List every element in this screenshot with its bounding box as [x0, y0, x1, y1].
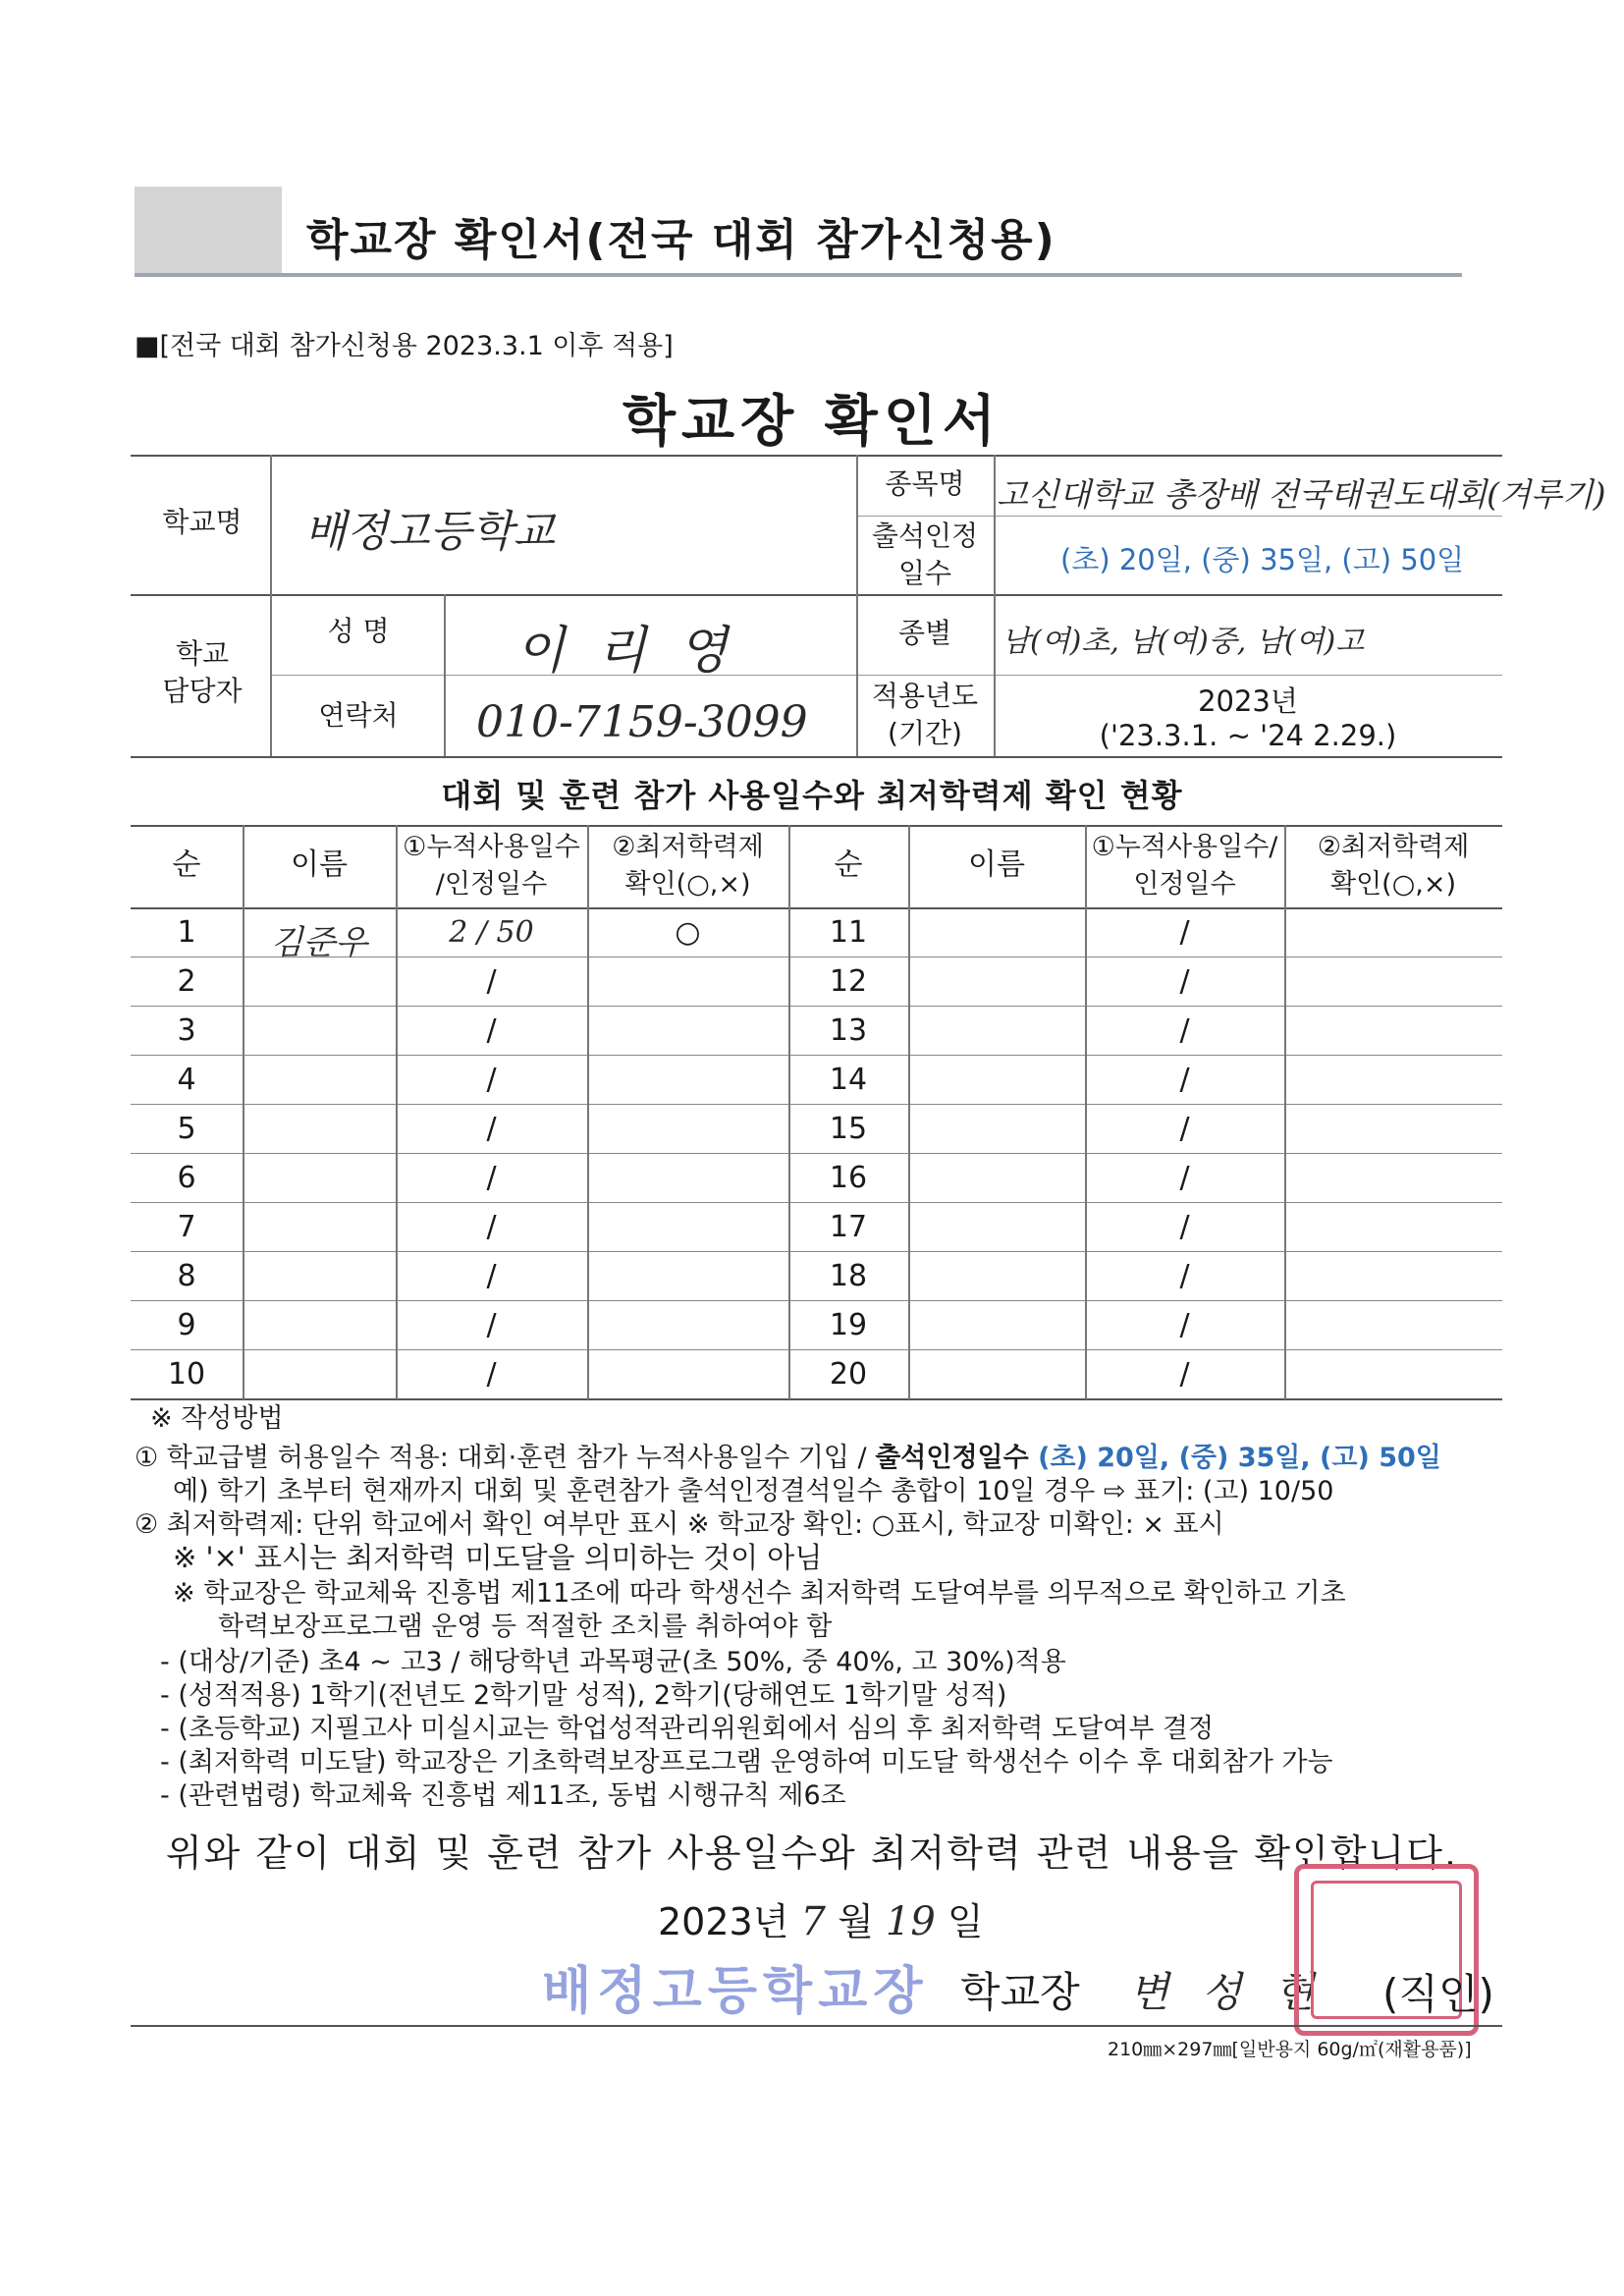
status-title: 대회 및 훈련 참가 사용일수와 최저학력제 확인 현황: [441, 777, 1183, 814]
note-1-example: 예) 학기 초부터 현재까지 대회 및 훈련참가 출석인정결석일수 총합이 10일 경우 ⇨ 표기: (고) 10/50: [173, 1476, 1334, 1506]
application-note: ■[전국 대회 참가신청용 2023.3.1 이후 적용]: [135, 331, 674, 361]
table-left-row-5-days: /: [486, 1112, 497, 1146]
table-left-row-8-no: 8: [177, 1259, 196, 1293]
seal-label: (직인): [1382, 1970, 1494, 2018]
note-2-b1: ※ 학교장은 학교체육 진흥법 제11조에 따라 학생선수 최저학력 도달여부를 의무적으로 확인하고 기초: [173, 1578, 1346, 1609]
date-day-label: 일: [947, 1900, 984, 1943]
table-left-row-7-days: /: [486, 1210, 497, 1244]
principal-label: 학교장: [960, 1968, 1080, 2016]
table-right-row-1-no: 11: [829, 915, 868, 950]
date-month-label: 월: [838, 1900, 874, 1943]
table-row-rule: [131, 1202, 1502, 1203]
year-label: 적용년도 (기간): [871, 680, 979, 749]
table-right-row-5-no: 15: [829, 1112, 868, 1146]
period-value: ('23.3.1. ~ '24 2.29.): [1099, 719, 1397, 752]
table-vline-1: [243, 825, 244, 1399]
table-left-row-3-days: /: [486, 1013, 497, 1048]
table-row-rule: [131, 1104, 1502, 1105]
table-right-row-8-no: 18: [829, 1259, 868, 1293]
th-name-right: 이름: [968, 847, 1025, 882]
note-detail-2: - (성적적용) 1학기(전년도 2학기말 성적), 2학기(당해연도 1학기말 성적): [160, 1680, 1007, 1711]
table-right-row-3-no: 13: [829, 1013, 868, 1048]
th-name-left: 이름: [291, 847, 348, 882]
table-left-row-5-no: 5: [177, 1112, 196, 1146]
table-left-row-6-days: /: [486, 1161, 497, 1195]
table-left-row-9-no: 9: [177, 1308, 196, 1342]
th-check-right: ②최저학력제 확인(○,×): [1317, 832, 1470, 900]
info-rule-mid: [131, 594, 1502, 596]
th-check-left: ②최저학력제 확인(○,×): [612, 832, 764, 900]
table-row-rule: [131, 1398, 1502, 1400]
info-vline-1: [270, 455, 272, 756]
table-left-row-10-days: /: [486, 1357, 497, 1392]
table-row-rule: [131, 1055, 1502, 1056]
table-left-row-4-days: /: [486, 1063, 497, 1097]
footer-note: 210㎜×297㎜[일반용지 60g/㎡(재활용품)]: [1108, 2039, 1472, 2060]
table-vline-3: [587, 825, 589, 1399]
notes-heading: ※ 작성방법: [150, 1403, 284, 1434]
note-1: [135, 1442, 1441, 1474]
contact-label: 연락처: [318, 699, 399, 732]
table-right-row-7-no: 17: [829, 1210, 868, 1244]
contact-value: 010-7159-3099: [476, 697, 808, 747]
table-row-rule: [131, 1251, 1502, 1252]
table-right-row-10-days: /: [1179, 1357, 1190, 1392]
event-label: 종목명: [885, 467, 965, 500]
name-value: 이 리 영: [515, 622, 735, 681]
table-right-row-7-days: /: [1179, 1210, 1190, 1244]
note-1-bold: 출석인정일수: [875, 1443, 1029, 1473]
table-left-row-7-no: 7: [177, 1210, 196, 1244]
name-label: 성 명: [327, 615, 390, 647]
staff-label: 학교 담당자: [162, 637, 243, 707]
table-left-row-1-name: 김준우: [270, 923, 368, 962]
table-left-row-3-no: 3: [177, 1013, 196, 1048]
th-days-left: ①누적사용일수 /인정일수: [403, 832, 580, 900]
info-rule-bottom: [131, 756, 1502, 758]
school-stamp: 배정고등학교장: [542, 1962, 929, 2021]
table-left-row-2-no: 2: [177, 964, 196, 999]
gender-value: 남(여)초, 남(여)중, 남(여)고: [1001, 625, 1365, 659]
table-left-row-8-days: /: [486, 1259, 497, 1293]
table-right-row-4-no: 14: [829, 1063, 868, 1097]
table-left-row-6-no: 6: [177, 1161, 196, 1195]
table-right-row-9-no: 19: [829, 1308, 868, 1342]
note-2-b2: 학력보장프로그램 운영 등 적절한 조치를 취하여야 함: [218, 1612, 833, 1642]
table-right-row-4-days: /: [1179, 1063, 1190, 1097]
school-value: 배정고등학교: [304, 507, 556, 557]
event-value: 고신대학교 총장배 전국태권도대회(겨루기): [997, 475, 1606, 514]
th-days-right: ①누적사용일수/ 인정일수: [1091, 832, 1278, 900]
date-month: 7: [800, 1899, 826, 1944]
note-detail-3: - (초등학교) 지필고사 미실시교는 학업성적관리위원회에서 심의 후 최저학력 도달여부 결정: [160, 1714, 1215, 1744]
date-line: [658, 1891, 984, 1945]
table-left-row-10-no: 10: [167, 1357, 206, 1392]
confirmation-text: 위와 같이 대회 및 훈련 참가 사용일수와 최저학력 관련 내용을 확인합니다.: [165, 1831, 1459, 1875]
table-right-row-2-no: 12: [829, 964, 868, 999]
footer-rule: [131, 2025, 1502, 2027]
table-left-row-4-no: 4: [177, 1063, 196, 1097]
note-2: ② 최저학력제: 단위 학교에서 확인 여부만 표시 ※ 학교장 확인: ○표시, 학교장 미확인: × 표시: [135, 1509, 1224, 1540]
info-rule-staff: [270, 675, 1502, 676]
table-right-row-8-days: /: [1179, 1259, 1190, 1293]
date-year: 2023년: [658, 1900, 789, 1943]
table-left-row-1-no: 1: [177, 915, 196, 950]
table-right-row-6-days: /: [1179, 1161, 1190, 1195]
table-right-row-1-days: /: [1179, 915, 1190, 950]
note-1-text: ① 학교급별 허용일수 적용: 대회·훈련 참가 누적사용일수 기입 /: [135, 1443, 876, 1473]
table-row-rule: [131, 1153, 1502, 1154]
note-detail-4: - (최저학력 미도달) 학교장은 기초학력보장프로그램 운영하여 미도달 학생선수 이수 후 대회참가 가능: [160, 1747, 1333, 1777]
table-rule-header: [131, 907, 1502, 909]
note-1-blue: (초) 20일, (중) 35일, (고) 50일: [1028, 1443, 1441, 1473]
page-title: 학교장 확인서: [622, 390, 1002, 454]
table-rule-top: [131, 825, 1502, 827]
th-no-left: 순: [172, 847, 201, 882]
table-left-row-1-check: ○: [675, 915, 701, 950]
table-right-row-6-no: 16: [829, 1161, 868, 1195]
table-left-row-1-days: 2 / 50: [449, 915, 534, 950]
attendance-label: 출석인정 일수: [871, 519, 979, 589]
info-rule-event: [856, 516, 1502, 517]
table-left-row-9-days: /: [486, 1308, 497, 1342]
gender-label: 종별: [897, 617, 952, 649]
year-value: 2023년: [1198, 684, 1298, 718]
info-rule-top: [131, 455, 1502, 457]
document-header: 학교장 확인서(전국 대회 참가신청용): [306, 215, 1056, 265]
table-vline-5: [908, 825, 910, 1399]
table-right-row-10-no: 20: [829, 1357, 868, 1392]
table-right-row-2-days: /: [1179, 964, 1190, 999]
attendance-value: (초) 20일, (중) 35일, (고) 50일: [1060, 543, 1465, 576]
table-vline-7: [1284, 825, 1286, 1399]
table-row-rule: [131, 1349, 1502, 1350]
header-grey-block: [135, 187, 282, 273]
note-detail-5: - (관련법령) 학교체육 진흥법 제11조, 동법 시행규칙 제6조: [160, 1780, 846, 1811]
th-no-right: 순: [834, 847, 863, 882]
header-rule: [135, 273, 1462, 277]
note-detail-1: - (대상/기준) 초4 ~ 고3 / 해당학년 과목평균(초 50%, 중 40%, 고 30%)적용: [160, 1647, 1066, 1677]
table-row-rule: [131, 1300, 1502, 1301]
note-2-a: ※ '×' 표시는 최저학력 미도달을 의미하는 것이 아님: [173, 1541, 823, 1574]
table-row-rule: [131, 1006, 1502, 1007]
date-day: 19: [885, 1899, 936, 1944]
school-label: 학교명: [162, 506, 243, 538]
table-right-row-9-days: /: [1179, 1308, 1190, 1342]
principal-name: 변 성 현: [1129, 1968, 1325, 2016]
table-right-row-5-days: /: [1179, 1112, 1190, 1146]
table-right-row-3-days: /: [1179, 1013, 1190, 1048]
info-vline-2: [444, 594, 446, 756]
table-left-row-2-days: /: [486, 964, 497, 999]
